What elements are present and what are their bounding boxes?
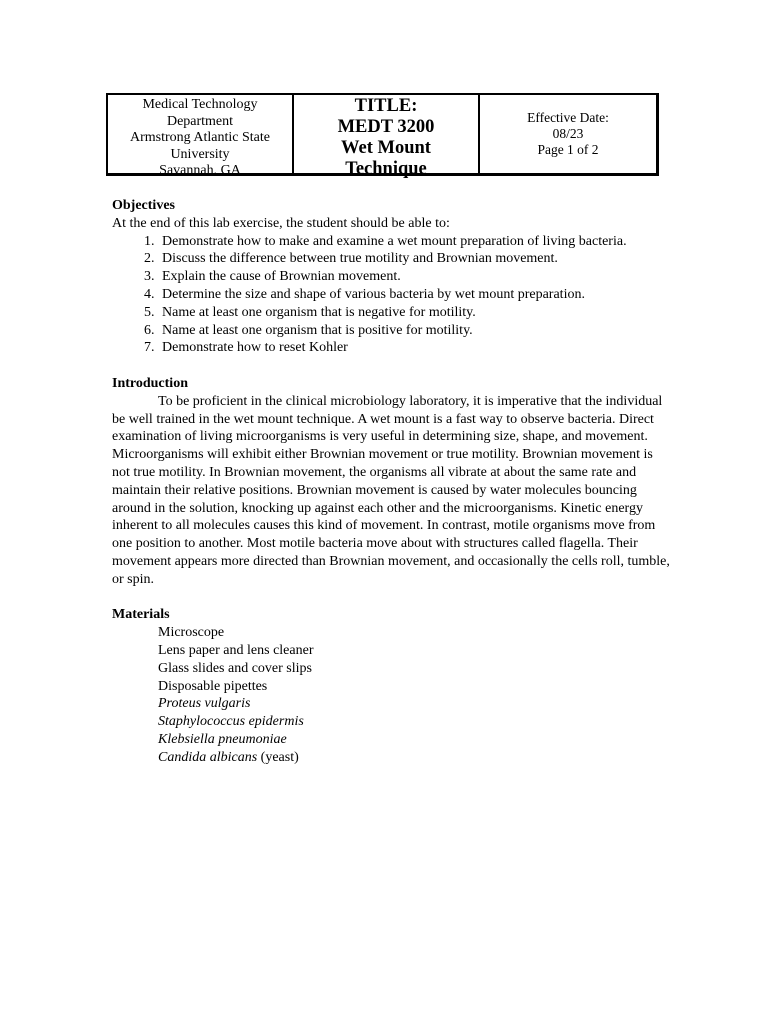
organism-name: Candida albicans bbox=[158, 749, 258, 765]
title-line: MEDT 3200 bbox=[337, 117, 435, 137]
organism-note: (yeast) bbox=[257, 749, 299, 765]
department-line: Medical Technology bbox=[142, 97, 258, 112]
title-line: Wet Mount bbox=[341, 138, 431, 158]
materials-list bbox=[112, 624, 672, 766]
title-cell bbox=[294, 95, 480, 179]
objectives-heading: Objectives bbox=[112, 198, 175, 213]
department-line: University bbox=[170, 146, 230, 162]
organism-item-candida bbox=[158, 749, 672, 767]
materials-heading: Materials bbox=[112, 607, 170, 623]
objective-item: 5. Name at least one organism that is negative for motility. bbox=[158, 304, 672, 322]
objective-item: 6. Name at least one organism that is positive for motility. bbox=[158, 322, 672, 340]
title-line: TITLE: bbox=[354, 96, 418, 116]
objective-item: 2. Discuss the difference between true motility and Brownian movement. bbox=[158, 250, 672, 268]
organism-item: Proteus vulgaris bbox=[158, 696, 251, 712]
objectives-list bbox=[112, 233, 672, 358]
material-item: Glass slides and cover slips bbox=[158, 660, 312, 676]
introduction-paragraph: To be proficient in the clinical microbiology laboratory, it is imperative that the individual be well trained in the wet mount technique. A wet mount is a fast way to observe bacteria. Direct examination of living microorganisms is very useful in determining size, shape, and movement. Microorganisms will exhibit either Brownian movement or true motility. Brownian movement is not true motility. In Brownian movement, the organisms all vibrate at about the same rate and maintain their relative positions. Brownian movement is caused by water molecules bouncing around in the solution, knocking up against each other and the microorganisms. Kinetic energy inherent to all molecules causes this kind of movement. In contrast, motile organisms move from one position to another. Most motile bacteria move about with structures called flagella. Their movement appears more directed than Brownian movement, and occasionally the cells roll, tumble, or spin. bbox=[112, 393, 670, 587]
organism-item: Klebsiella pneumoniae bbox=[158, 731, 287, 747]
department-cell bbox=[108, 95, 294, 178]
effective-date-label: Effective Date: bbox=[527, 110, 609, 125]
introduction-heading: Introduction bbox=[112, 375, 188, 391]
effective-date-value: 08/23 bbox=[552, 126, 584, 141]
department-line: Armstrong Atlantic State bbox=[130, 130, 270, 145]
objective-item: 3. Explain the cause of Brownian movement. bbox=[158, 268, 672, 286]
objective-item: 7. Demonstrate how to reset Kohler bbox=[158, 339, 672, 357]
organism-item: Staphylococcus epidermis bbox=[158, 714, 304, 730]
document-body bbox=[112, 197, 672, 767]
material-item: Microscope bbox=[158, 625, 225, 641]
introduction-section bbox=[112, 393, 672, 589]
page-number: Page 1 of 2 bbox=[537, 142, 599, 157]
title-line: Technique bbox=[345, 159, 427, 179]
department-line: Savannah, GA bbox=[159, 163, 241, 178]
objective-item: 4. Determine the size and shape of various bacteria by wet mount preparation. bbox=[158, 286, 672, 304]
objectives-lead: At the end of this lab exercise, the student should be able to: bbox=[112, 215, 450, 231]
department-line: Department bbox=[166, 113, 234, 129]
header-table bbox=[106, 93, 659, 179]
effective-date-cell bbox=[480, 95, 656, 173]
objective-item: 1. Demonstrate how to make and examine a wet mount preparation of living bacteria. bbox=[158, 233, 672, 251]
material-item: Disposable pipettes bbox=[158, 678, 268, 694]
material-item: Lens paper and lens cleaner bbox=[158, 642, 314, 658]
